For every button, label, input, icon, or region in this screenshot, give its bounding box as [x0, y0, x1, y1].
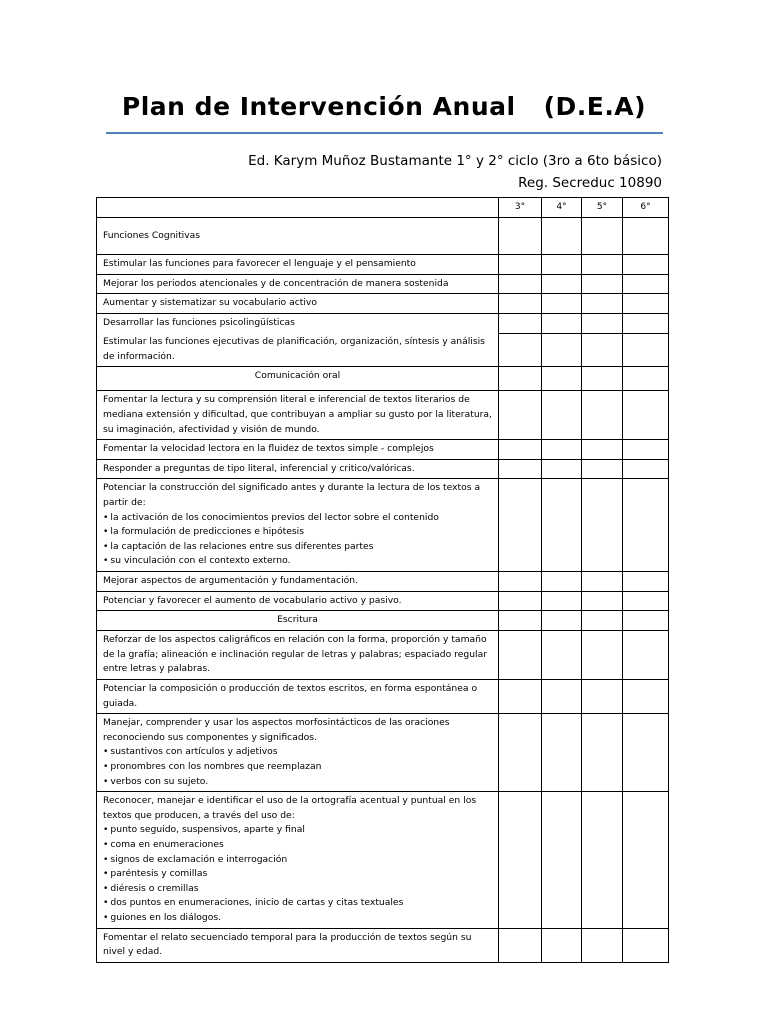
- grade-mark-cell[interactable]: [542, 928, 582, 962]
- section-heading: [97, 611, 499, 631]
- objective-row: [97, 255, 669, 275]
- row-text: Reforzar de los aspectos caligráficos en relación con la forma, proporción y tamaño de la grafía; alineación e inclinación regular de letras y palabras; espaciado regular entre letras y palabras.: [103, 634, 487, 675]
- grade-mark-cell[interactable]: [542, 274, 582, 294]
- objective-text: [97, 631, 499, 680]
- objective-text: [97, 928, 499, 962]
- bullet-item: • dos puntos en enumeraciones, inicio de cartas y citas textuales: [103, 896, 492, 911]
- objective-text: [97, 714, 499, 792]
- grade-mark-cell[interactable]: [623, 928, 669, 962]
- author-line: Ed. Karym Muñoz Bustamante 1° y 2° ciclo (3ro a 6to básico): [248, 153, 662, 169]
- grade-mark-cell[interactable]: [623, 714, 669, 792]
- objective-row: [97, 391, 669, 440]
- grade-mark-cell[interactable]: [582, 572, 623, 592]
- grade-mark-cell[interactable]: [623, 367, 669, 391]
- grade-mark-cell[interactable]: [499, 391, 542, 440]
- row-text: Comunicación oral: [254, 370, 341, 382]
- bullet-item: • la formulación de predicciones e hipótesis: [103, 525, 492, 540]
- grade-mark-cell[interactable]: [542, 459, 582, 479]
- grade-mark-cell[interactable]: [623, 294, 669, 314]
- objective-row: [97, 313, 669, 333]
- objective-text: [97, 313, 499, 333]
- objective-text: [97, 679, 499, 713]
- objective-text: [97, 591, 499, 611]
- bullet-item: • verbos con su sujeto.: [103, 775, 492, 790]
- grade-mark-cell[interactable]: [542, 792, 582, 928]
- grade-mark-cell[interactable]: [499, 928, 542, 962]
- row-text: Estimular las funciones ejecutivas de planificación, organización, síntesis y análisis de información.: [103, 336, 485, 362]
- objective-row: [97, 591, 669, 611]
- grade-mark-cell[interactable]: [542, 218, 582, 255]
- grade-mark-cell[interactable]: [542, 479, 582, 572]
- row-text: Desarrollar las funciones psicolingüísticas: [103, 316, 295, 328]
- bullet-item: • coma en enumeraciones: [103, 838, 492, 853]
- title-abbreviation: (D.E.A): [543, 92, 647, 121]
- objective-row: [97, 928, 669, 962]
- bullet-item: • guiones en los diálogos.: [103, 911, 492, 926]
- objective-row: [97, 294, 669, 314]
- grade-mark-cell[interactable]: [542, 591, 582, 611]
- grade-mark-cell[interactable]: [582, 440, 623, 460]
- grade-mark-cell[interactable]: [542, 294, 582, 314]
- grade-mark-cell[interactable]: [499, 591, 542, 611]
- row-text: Escritura: [277, 614, 318, 626]
- page-title: [0, 92, 768, 121]
- grade-mark-cell[interactable]: [623, 792, 669, 928]
- grade-mark-cell[interactable]: [542, 255, 582, 275]
- grade-mark-cell[interactable]: [499, 294, 542, 314]
- grade-mark-cell[interactable]: [623, 679, 669, 713]
- grade-mark-cell[interactable]: [542, 611, 582, 631]
- category-row: [97, 218, 669, 255]
- objective-row: [97, 459, 669, 479]
- grade-mark-cell[interactable]: [499, 679, 542, 713]
- grade-mark-cell[interactable]: [499, 792, 542, 928]
- grade-mark-cell[interactable]: [582, 714, 623, 792]
- grade-mark-cell[interactable]: [623, 479, 669, 572]
- grade-mark-cell[interactable]: [623, 391, 669, 440]
- row-text: Aumentar y sistematizar su vocabulario activo: [103, 297, 317, 309]
- row-text: Mejorar aspectos de argumentación y fundamentación.: [103, 575, 358, 586]
- grade-mark-cell[interactable]: [499, 611, 542, 631]
- grade-mark-cell[interactable]: [582, 679, 623, 713]
- registration-line: Reg. Secreduc 10890: [518, 175, 662, 191]
- grade-mark-cell[interactable]: [582, 928, 623, 962]
- grade-header: 5°: [582, 198, 623, 218]
- row-text: Fomentar el relato secuenciado temporal para la producción de textos según su nivel y edad.: [103, 931, 472, 958]
- grade-mark-cell[interactable]: [582, 333, 623, 367]
- grade-mark-cell[interactable]: [499, 440, 542, 460]
- bullet-item: • la activación de los conocimientos previos del lector sobre el contenido: [103, 511, 492, 526]
- grade-mark-cell[interactable]: [623, 611, 669, 631]
- objective-row: [97, 631, 669, 680]
- grade-mark-cell[interactable]: [499, 479, 542, 572]
- grade-mark-cell[interactable]: [499, 367, 542, 391]
- section-heading: [97, 367, 499, 391]
- objective-text: [97, 572, 499, 592]
- section-row: [97, 611, 669, 631]
- objective-row: [97, 440, 669, 460]
- row-text: Potenciar la construcción del significado antes y durante la lectura de los textos a partir de:: [103, 482, 481, 509]
- objective-text: [97, 440, 499, 460]
- bullet-item: • diéresis o cremillas: [103, 882, 492, 897]
- row-text: Fomentar la lectura y su comprensión literal e inferencial de textos literarios de mediana extensión y dificultad, que contribuyan a ampliar su gusto por la literatura, su imaginación, afectividad y visión de mundo.: [103, 394, 492, 435]
- bullet-item: • paréntesis y comillas: [103, 867, 492, 882]
- objective-text: [97, 294, 499, 314]
- grade-mark-cell[interactable]: [623, 313, 669, 333]
- grade-mark-cell[interactable]: [623, 631, 669, 680]
- grade-mark-cell[interactable]: [623, 459, 669, 479]
- grade-mark-cell[interactable]: [582, 255, 623, 275]
- grade-mark-cell[interactable]: [582, 459, 623, 479]
- grade-mark-cell[interactable]: [542, 631, 582, 680]
- grade-mark-cell[interactable]: [582, 218, 623, 255]
- objective-row: [97, 714, 669, 792]
- intervention-plan-table: [96, 197, 669, 963]
- grade-mark-cell[interactable]: [582, 274, 623, 294]
- objective-row: [97, 479, 669, 572]
- row-text: Potenciar y favorecer el aumento de vocabulario activo y pasivo.: [103, 594, 402, 606]
- grade-mark-cell[interactable]: [542, 333, 582, 367]
- grade-mark-cell[interactable]: [623, 572, 669, 592]
- title-main: Plan de Intervención Anual: [121, 92, 516, 121]
- row-text: Manejar, comprender y usar los aspectos morfosintácticos de las oraciones reconociendo sus componentes y significados.: [103, 717, 450, 743]
- grade-mark-cell[interactable]: [542, 367, 582, 391]
- objective-text: [97, 255, 499, 275]
- grade-header: 4°: [542, 198, 582, 218]
- section-row: [97, 367, 669, 391]
- grade-mark-cell[interactable]: [499, 572, 542, 592]
- row-text: Funciones Cognitivas: [103, 229, 201, 241]
- objective-text: [97, 333, 499, 367]
- objective-text: [97, 479, 499, 572]
- objective-row: [97, 274, 669, 294]
- grade-mark-cell[interactable]: [582, 367, 623, 391]
- row-text: Fomentar la velocidad lectora en la fluidez de textos simple - complejos: [103, 443, 434, 455]
- grade-header-row: [97, 198, 669, 218]
- grade-header: 6°: [623, 198, 669, 218]
- grade-mark-cell[interactable]: [582, 792, 623, 928]
- grade-mark-cell[interactable]: [582, 611, 623, 631]
- grade-mark-cell[interactable]: [582, 631, 623, 680]
- bullet-item: • pronombres con los nombres que reemplazan: [103, 760, 492, 775]
- grade-mark-cell[interactable]: [499, 333, 542, 367]
- objective-text: [97, 792, 499, 928]
- grade-mark-cell[interactable]: [542, 391, 582, 440]
- bullet-item: • signos de exclamación e interrogación: [103, 853, 492, 868]
- grade-header: 3°: [499, 198, 542, 218]
- row-text: Estimular las funciones para favorecer el lenguaje y el pensamiento: [103, 258, 416, 269]
- grade-mark-cell[interactable]: [582, 391, 623, 440]
- objective-text: [97, 391, 499, 440]
- grade-mark-cell[interactable]: [499, 459, 542, 479]
- grade-mark-cell[interactable]: [623, 591, 669, 611]
- grade-mark-cell[interactable]: [623, 333, 669, 367]
- bullet-item: • su vinculación con el contexto externo.: [103, 554, 492, 569]
- grade-mark-cell[interactable]: [542, 572, 582, 592]
- title-divider: [106, 132, 663, 134]
- bullet-item: • sustantivos con artículos y adjetivos: [103, 745, 492, 760]
- grade-mark-cell[interactable]: [623, 274, 669, 294]
- bullet-item: • punto seguido, suspensivos, aparte y final: [103, 823, 492, 838]
- objective-text: [97, 274, 499, 294]
- objective-row: [97, 792, 669, 928]
- grade-mark-cell[interactable]: [499, 274, 542, 294]
- objective-text: [97, 459, 499, 479]
- grade-mark-cell[interactable]: [499, 255, 542, 275]
- objective-row: [97, 333, 669, 367]
- objective-row: [97, 572, 669, 592]
- grade-mark-cell[interactable]: [499, 631, 542, 680]
- objective-row: [97, 679, 669, 713]
- grade-mark-cell[interactable]: [582, 591, 623, 611]
- category-heading: [97, 218, 499, 255]
- grade-mark-cell[interactable]: [582, 479, 623, 572]
- row-text: Responder a preguntas de tipo literal, inferencial y critico/valóricas.: [103, 462, 415, 474]
- grade-mark-cell[interactable]: [499, 313, 542, 333]
- grade-mark-cell[interactable]: [542, 714, 582, 792]
- grade-mark-cell[interactable]: [499, 714, 542, 792]
- grade-mark-cell[interactable]: [542, 679, 582, 713]
- grade-mark-cell[interactable]: [542, 313, 582, 333]
- author-block: [248, 150, 662, 194]
- grade-mark-cell[interactable]: [623, 440, 669, 460]
- grade-mark-cell[interactable]: [582, 294, 623, 314]
- grade-mark-cell[interactable]: [623, 218, 669, 255]
- grade-mark-cell[interactable]: [582, 313, 623, 333]
- grade-mark-cell[interactable]: [623, 255, 669, 275]
- row-text: Reconocer, manejar e identificar el uso de la ortografía acentual y puntual en los textos que producen, a través del uso de:: [103, 795, 477, 821]
- row-text: Potenciar la composición o producción de textos escritos, en forma espontánea o guiada.: [103, 682, 478, 709]
- grade-mark-cell[interactable]: [499, 218, 542, 255]
- header-blank-cell: [97, 198, 499, 218]
- bullet-item: • la captación de las relaciones entre sus diferentes partes: [103, 540, 492, 555]
- row-text: Mejorar los periodos atencionales y de concentración de manera sostenida: [103, 277, 449, 289]
- grade-mark-cell[interactable]: [542, 440, 582, 460]
